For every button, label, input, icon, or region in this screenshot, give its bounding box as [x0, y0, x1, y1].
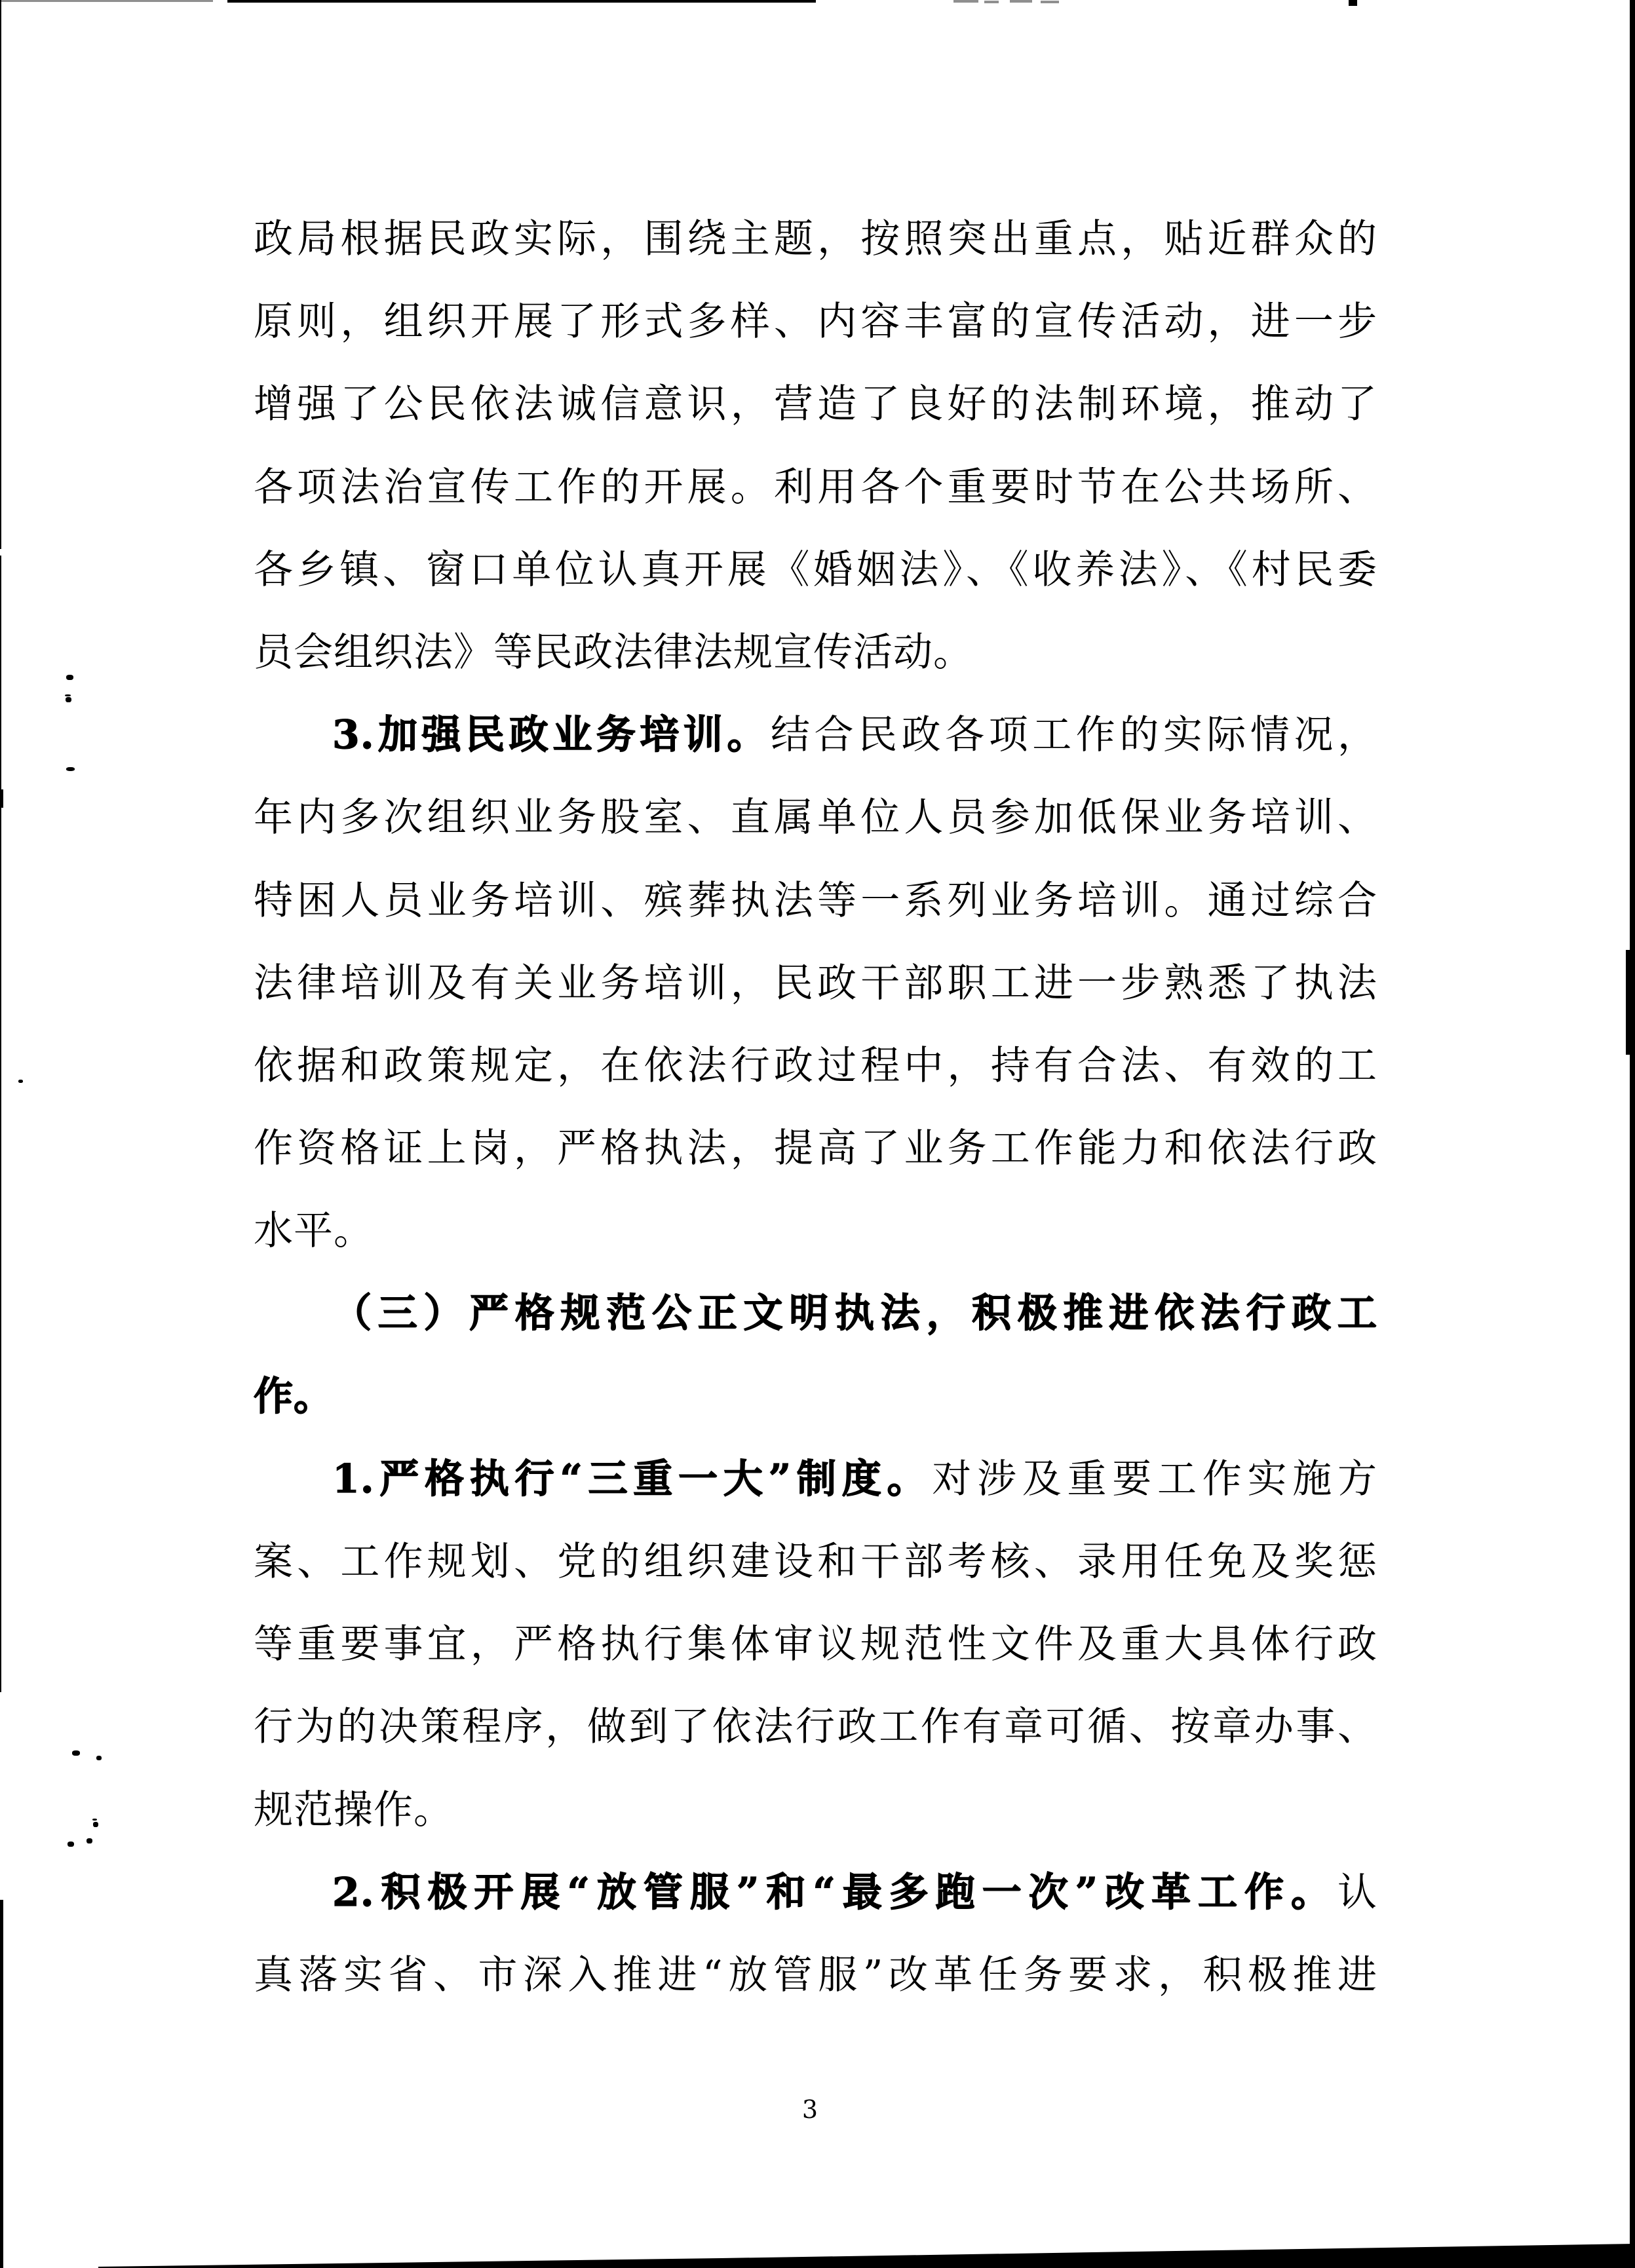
- ink-speckle: [66, 767, 75, 771]
- ink-speckle: [96, 1756, 102, 1760]
- text-run: 案、工作规划、党的组织建设和干部考核、录用任免及奖惩: [254, 1539, 1377, 1585]
- bold-text-run: 1.严格执行“三重一大”制度。: [332, 1456, 933, 1502]
- bold-text-run: 作。: [254, 1373, 334, 1420]
- ink-speckle: [92, 1819, 97, 1821]
- text-run: 对涉及重要工作实施方: [932, 1456, 1377, 1502]
- text-run: 特困人员业务培训、殡葬执法等一系列业务培训。通过综合: [254, 877, 1377, 924]
- text-run: 各项法治宣传工作的开展。利用各个重要时节在公共场所、: [254, 464, 1377, 510]
- text-run: 原则，组织开展了形式多样、内容丰富的宣传活动，进一步: [254, 299, 1377, 345]
- ink-speckle: [18, 1080, 23, 1083]
- ink-speckle: [66, 697, 71, 702]
- text-run: 结合民政各项工作的实际情况，: [771, 712, 1378, 759]
- ink-speckle: [93, 1822, 98, 1827]
- bold-text-run: 2.积极开展“放管服”和“最多跑一次”改革工作。: [332, 1869, 1337, 1916]
- page-number: 3: [801, 2095, 818, 2124]
- text-run: 行为的决策程序，做到了依法行政工作有章可循、按章办事、: [254, 1704, 1377, 1750]
- text-run: 各乡镇、窗口单位认真开展《婚姻法》、《收养法》、《村民委: [254, 546, 1377, 593]
- text-run: 法律培训及有关业务培训，民政干部职工进一步熟悉了执法: [254, 960, 1377, 1006]
- ink-speckle: [66, 675, 73, 680]
- text-run: 真落实省、市深入推进“放管服”改革任务要求，积极推进: [254, 1952, 1377, 1998]
- bold-text-run: （三）严格规范公正文明执法，积极推进依法行政工: [332, 1291, 1377, 1337]
- bold-text-run: 3.加强民政业务培训。: [332, 712, 771, 759]
- text-run: 等重要事宜，严格执行集体审议规范性文件及重大具体行政: [254, 1621, 1377, 1668]
- text-run: 规范操作。: [254, 1786, 453, 1833]
- text-run: 增强了公民依法诚信意识，营造了良好的法制环境，推动了: [254, 381, 1377, 428]
- text-run: 作资格证上岗，严格执法，提高了业务工作能力和依法行政: [254, 1125, 1377, 1172]
- ink-speckle: [72, 1750, 80, 1756]
- text-run: 政局根据民政实际，围绕主题，按照突出重点，贴近群众的: [254, 216, 1377, 262]
- text-run: 水平。: [254, 1208, 374, 1255]
- ink-speckle: [87, 1838, 92, 1843]
- ink-speckle: [65, 694, 71, 696]
- text-run: 年内多次组织业务股室、直属单位人员参加低保业务培训、: [254, 795, 1377, 841]
- text-run: 员会组织法》等民政法律法规宣传活动。: [254, 629, 973, 675]
- text-run: 认: [1337, 1869, 1377, 1916]
- text-run: 依据和政策规定，在依法行政过程中，持有合法、有效的工: [254, 1042, 1377, 1089]
- ink-speckle: [67, 1842, 74, 1847]
